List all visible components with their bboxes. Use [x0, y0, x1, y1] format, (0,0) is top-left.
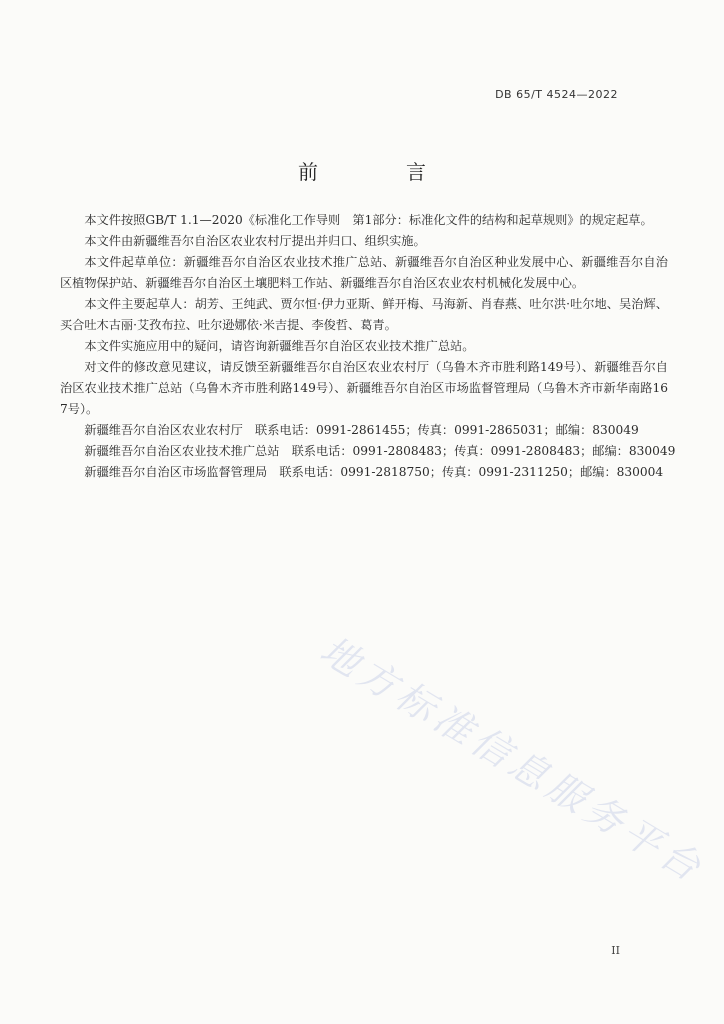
paragraph-inquiries: 本文件实施应用中的疑问，请咨询新疆维吾尔自治区农业技术推广总站。: [84, 339, 475, 353]
paragraph-proposer: 本文件由新疆维吾尔自治区农业农村厅提出并归口、组织实施。: [84, 234, 426, 248]
contact-line: 新疆维吾尔自治区农业技术推广总站 联系电话：0991-2808483；传真：0991-2808483；邮编：830049: [84, 444, 676, 458]
contact-line: 新疆维吾尔自治区市场监督管理局 联系电话：0991-2818750；传真：0991-2311250；邮编：830004: [84, 465, 664, 479]
page-number: II: [611, 944, 620, 957]
paragraph-drafting-units: 本文件起草单位：新疆维吾尔自治区农业技术推广总站、新疆维吾尔自治区种业发展中心、新疆维吾尔自治区植物保护站、新疆维吾尔自治区土壤肥料工作站、新疆维吾尔自治区农业农村机械化发展中心。: [60, 255, 668, 290]
standard-code: DB 65/T 4524—2022: [495, 88, 618, 101]
paragraph-drafting-rules: 本文件按照GB/T 1.1—2020《标准化工作导则 第1部分：标准化文件的结构和起草规则》的规定起草。: [84, 213, 653, 227]
contact-line: 新疆维吾尔自治区农业农村厅 联系电话：0991-2861455；传真：0991-2865031；邮编：830049: [84, 423, 639, 437]
foreword-body: [60, 210, 676, 483]
paragraph-drafters: 本文件主要起草人：胡芳、王纯武、贾尔恒·伊力亚斯、鲜开梅、马海新、肖春燕、吐尔洪·吐尔地、吴治辉、买合吐木古丽·艾孜布拉、吐尔逊娜依·米吉提、李俊哲、葛青。: [60, 297, 668, 332]
watermark: 地方标准信息服务平台: [312, 627, 713, 893]
paragraph-feedback: 对文件的修改意见建议，请反馈至新疆维吾尔自治区农业农村厅（乌鲁木齐市胜利路149号）、新疆维吾尔自治区农业技术推广总站（乌鲁木齐市胜利路149号）、新疆维吾尔自治区市场监督管理局（乌鲁木齐市新华南路167号）。: [60, 360, 668, 416]
page-title: 前 言: [298, 160, 460, 184]
